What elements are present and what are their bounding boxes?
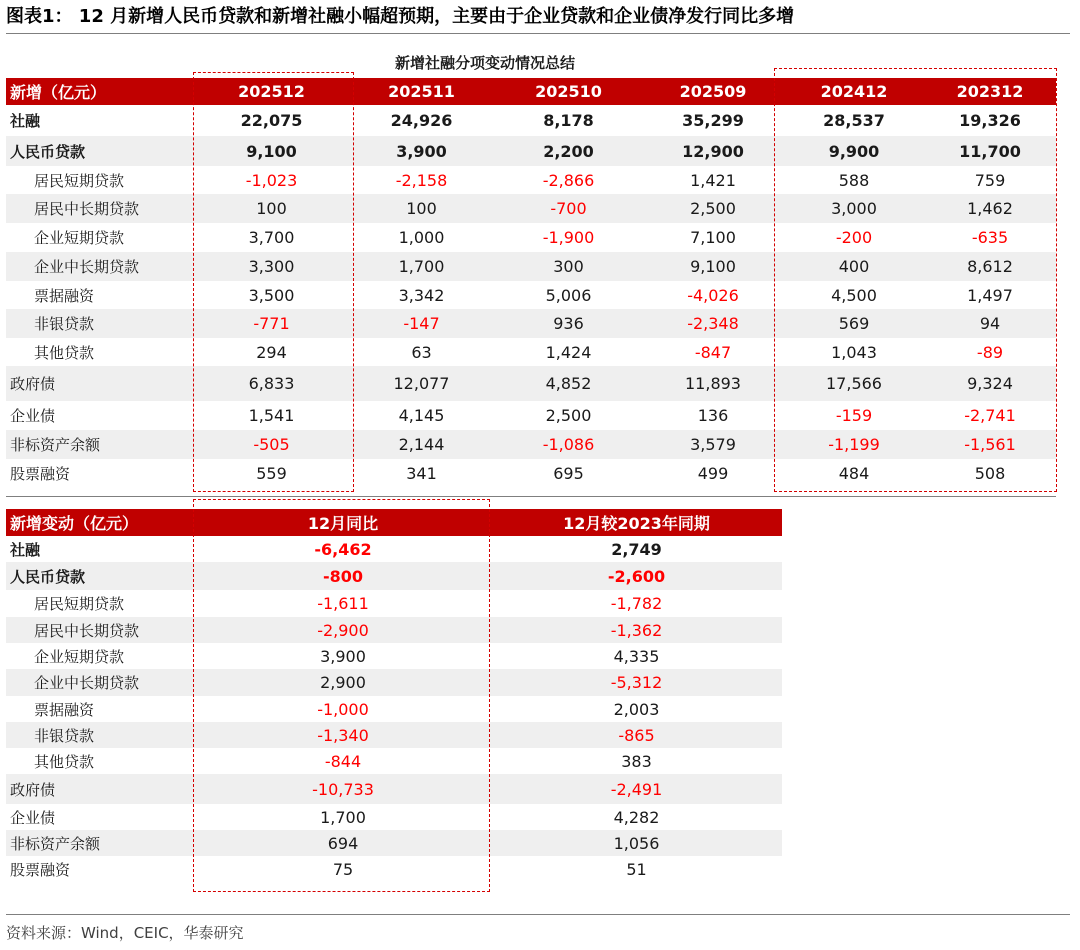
row-label: 非银贷款 bbox=[6, 722, 195, 748]
table-cell: -1,782 bbox=[491, 590, 782, 617]
table-cell: 2,003 bbox=[491, 696, 782, 722]
table-cell: 7,100 bbox=[642, 223, 784, 252]
table-cell: 12,900 bbox=[642, 136, 784, 166]
table-cell: 2,900 bbox=[195, 669, 491, 696]
table-cell: 695 bbox=[495, 459, 642, 488]
table-cell: -4,026 bbox=[642, 281, 784, 309]
table-cell: 9,324 bbox=[924, 366, 1056, 401]
table-row bbox=[6, 366, 1056, 401]
table-cell: 3,000 bbox=[784, 194, 924, 223]
table-row bbox=[6, 281, 1056, 309]
table-cell: -1,611 bbox=[195, 590, 491, 617]
table-cell: -1,561 bbox=[924, 430, 1056, 459]
row-label: 其他贷款 bbox=[6, 748, 195, 774]
row-label: 政府债 bbox=[6, 366, 195, 401]
table-cell: 11,893 bbox=[642, 366, 784, 401]
table-cell: 1,056 bbox=[491, 830, 782, 856]
table-cell: 6,833 bbox=[195, 366, 348, 401]
row-label: 企业短期贷款 bbox=[6, 223, 195, 252]
table-cell: 559 bbox=[195, 459, 348, 488]
table-cell: 22,075 bbox=[195, 105, 348, 136]
row-label: 企业债 bbox=[6, 804, 195, 830]
row-label: 票据融资 bbox=[6, 696, 195, 722]
table-cell: -1,023 bbox=[195, 166, 348, 194]
table-cell: 499 bbox=[642, 459, 784, 488]
table-row bbox=[6, 774, 782, 804]
column-header: 202512 bbox=[195, 78, 348, 105]
row-label: 企业短期贷款 bbox=[6, 643, 195, 669]
table-cell: 936 bbox=[495, 309, 642, 338]
table-cell: 9,100 bbox=[195, 136, 348, 166]
row-label: 企业中长期贷款 bbox=[6, 669, 195, 696]
table-row bbox=[6, 536, 782, 562]
table-row bbox=[6, 830, 782, 856]
table-cell: 8,612 bbox=[924, 252, 1056, 281]
row-label: 人民币贷款 bbox=[6, 562, 195, 590]
table-cell: -6,462 bbox=[195, 536, 491, 562]
row-label: 社融 bbox=[6, 105, 195, 136]
table-row bbox=[6, 338, 1056, 366]
table-cell: -505 bbox=[195, 430, 348, 459]
row-label: 居民短期贷款 bbox=[6, 166, 195, 194]
table-cell: 17,566 bbox=[784, 366, 924, 401]
table-cell: 100 bbox=[348, 194, 495, 223]
table-row bbox=[6, 669, 782, 696]
table-cell: 94 bbox=[924, 309, 1056, 338]
table-cell: -2,866 bbox=[495, 166, 642, 194]
table-cell: -10,733 bbox=[195, 774, 491, 804]
row-label: 居民中长期贷款 bbox=[6, 194, 195, 223]
table-cell: 341 bbox=[348, 459, 495, 488]
table-row bbox=[6, 562, 782, 590]
table-row bbox=[6, 194, 1056, 223]
table-cell: 1,421 bbox=[642, 166, 784, 194]
table-cell: 300 bbox=[495, 252, 642, 281]
row-label: 政府债 bbox=[6, 774, 195, 804]
table-cell: 63 bbox=[348, 338, 495, 366]
row-label: 居民中长期贷款 bbox=[6, 617, 195, 643]
table-cell: 3,579 bbox=[642, 430, 784, 459]
row-label: 企业债 bbox=[6, 401, 195, 430]
table-cell: -200 bbox=[784, 223, 924, 252]
table-row bbox=[6, 643, 782, 669]
table-row bbox=[6, 309, 1056, 338]
header-label: 新增（亿元） bbox=[6, 78, 195, 105]
table-row bbox=[6, 696, 782, 722]
table-cell: -1,362 bbox=[491, 617, 782, 643]
table-cell: 1,000 bbox=[348, 223, 495, 252]
table-cell: 1,497 bbox=[924, 281, 1056, 309]
table-cell: 3,700 bbox=[195, 223, 348, 252]
table-cell: -847 bbox=[642, 338, 784, 366]
table-cell: 1,462 bbox=[924, 194, 1056, 223]
table-cell: -1,340 bbox=[195, 722, 491, 748]
table-cell: 1,043 bbox=[784, 338, 924, 366]
table-cell: -1,086 bbox=[495, 430, 642, 459]
table-cell: -2,600 bbox=[491, 562, 782, 590]
table-row bbox=[6, 430, 1056, 459]
table-cell: 12,077 bbox=[348, 366, 495, 401]
source-rule bbox=[6, 914, 1070, 915]
table-cell: 759 bbox=[924, 166, 1056, 194]
table-row bbox=[6, 617, 782, 643]
table-cell: 4,500 bbox=[784, 281, 924, 309]
table-cell: -159 bbox=[784, 401, 924, 430]
table-row bbox=[6, 166, 1056, 194]
column-header: 202312 bbox=[924, 78, 1056, 105]
table-cell: 35,299 bbox=[642, 105, 784, 136]
table-cell: 2,500 bbox=[642, 194, 784, 223]
table-cell: 1,700 bbox=[348, 252, 495, 281]
table-cell: -2,348 bbox=[642, 309, 784, 338]
table-cell: -1,199 bbox=[784, 430, 924, 459]
table-cell: 3,900 bbox=[195, 643, 491, 669]
table-cell: -2,158 bbox=[348, 166, 495, 194]
figure-title: 图表1： 12 月新增人民币贷款和新增社融小幅超预期，主要由于企业贷款和企业债净发行同比多增 bbox=[6, 6, 795, 27]
table-cell: 3,300 bbox=[195, 252, 348, 281]
row-label: 其他贷款 bbox=[6, 338, 195, 366]
column-header: 12月较2023年同期 bbox=[491, 509, 782, 536]
table-cell: 3,500 bbox=[195, 281, 348, 309]
table-row bbox=[6, 223, 1056, 252]
table-cell: 400 bbox=[784, 252, 924, 281]
sf-change-table bbox=[6, 509, 782, 882]
table-cell: -5,312 bbox=[491, 669, 782, 696]
table-cell: -1,900 bbox=[495, 223, 642, 252]
table-cell: -1,000 bbox=[195, 696, 491, 722]
table-cell: 19,326 bbox=[924, 105, 1056, 136]
table-cell: 1,541 bbox=[195, 401, 348, 430]
table-cell: 4,145 bbox=[348, 401, 495, 430]
table-cell: -700 bbox=[495, 194, 642, 223]
table-cell: 1,700 bbox=[195, 804, 491, 830]
column-header: 202412 bbox=[784, 78, 924, 105]
table-cell: 588 bbox=[784, 166, 924, 194]
table1-bottom-rule bbox=[6, 496, 1056, 497]
table-cell: 75 bbox=[195, 856, 491, 882]
table-cell: 11,700 bbox=[924, 136, 1056, 166]
row-label: 人民币贷款 bbox=[6, 136, 195, 166]
table-cell: 1,424 bbox=[495, 338, 642, 366]
table-cell: 51 bbox=[491, 856, 782, 882]
table-cell: 2,749 bbox=[491, 536, 782, 562]
table-cell: -2,491 bbox=[491, 774, 782, 804]
table-row bbox=[6, 856, 782, 882]
table-cell: -800 bbox=[195, 562, 491, 590]
table-row bbox=[6, 722, 782, 748]
table-cell: 8,178 bbox=[495, 105, 642, 136]
table-row bbox=[6, 748, 782, 774]
table-cell: 2,200 bbox=[495, 136, 642, 166]
table-cell: 3,342 bbox=[348, 281, 495, 309]
table-row bbox=[6, 459, 1056, 488]
table-cell: 383 bbox=[491, 748, 782, 774]
table-cell: 4,335 bbox=[491, 643, 782, 669]
table-cell: 294 bbox=[195, 338, 348, 366]
table-row bbox=[6, 252, 1056, 281]
table-row bbox=[6, 136, 1056, 166]
table-cell: 136 bbox=[642, 401, 784, 430]
row-label: 居民短期贷款 bbox=[6, 590, 195, 617]
table-cell: 508 bbox=[924, 459, 1056, 488]
table-cell: -635 bbox=[924, 223, 1056, 252]
table-cell: -2,900 bbox=[195, 617, 491, 643]
table-cell: 484 bbox=[784, 459, 924, 488]
table-cell: 569 bbox=[784, 309, 924, 338]
row-label: 企业中长期贷款 bbox=[6, 252, 195, 281]
table-cell: -771 bbox=[195, 309, 348, 338]
table-cell: 4,282 bbox=[491, 804, 782, 830]
table-row bbox=[6, 590, 782, 617]
table-cell: 100 bbox=[195, 194, 348, 223]
table-cell: 28,537 bbox=[784, 105, 924, 136]
row-label: 股票融资 bbox=[6, 856, 195, 882]
row-label: 非标资产余额 bbox=[6, 830, 195, 856]
table-cell: 4,852 bbox=[495, 366, 642, 401]
table-cell: -89 bbox=[924, 338, 1056, 366]
table-cell: 2,144 bbox=[348, 430, 495, 459]
table-row bbox=[6, 401, 1056, 430]
row-label: 非标资产余额 bbox=[6, 430, 195, 459]
table-cell: -865 bbox=[491, 722, 782, 748]
column-header: 202509 bbox=[642, 78, 784, 105]
row-label: 社融 bbox=[6, 536, 195, 562]
table-cell: 9,100 bbox=[642, 252, 784, 281]
table-row bbox=[6, 804, 782, 830]
column-header: 202511 bbox=[348, 78, 495, 105]
table-cell: -844 bbox=[195, 748, 491, 774]
table1-subtitle: 新增社融分项变动情况总结 bbox=[394, 54, 575, 72]
table-cell: 5,006 bbox=[495, 281, 642, 309]
table-cell: 694 bbox=[195, 830, 491, 856]
table-cell: 3,900 bbox=[348, 136, 495, 166]
column-header: 202510 bbox=[495, 78, 642, 105]
header-label: 新增变动（亿元） bbox=[6, 509, 195, 536]
source-note: 资料来源：Wind，CEIC，华泰研究 bbox=[6, 924, 244, 942]
table-cell: -147 bbox=[348, 309, 495, 338]
table-cell: 9,900 bbox=[784, 136, 924, 166]
sf-components-table bbox=[6, 78, 1056, 488]
row-label: 股票融资 bbox=[6, 459, 195, 488]
row-label: 非银贷款 bbox=[6, 309, 195, 338]
table-cell: 2,500 bbox=[495, 401, 642, 430]
table-row bbox=[6, 105, 1056, 136]
row-label: 票据融资 bbox=[6, 281, 195, 309]
table-cell: 24,926 bbox=[348, 105, 495, 136]
title-rule bbox=[6, 33, 1070, 34]
column-header: 12月同比 bbox=[195, 509, 491, 536]
table-cell: -2,741 bbox=[924, 401, 1056, 430]
